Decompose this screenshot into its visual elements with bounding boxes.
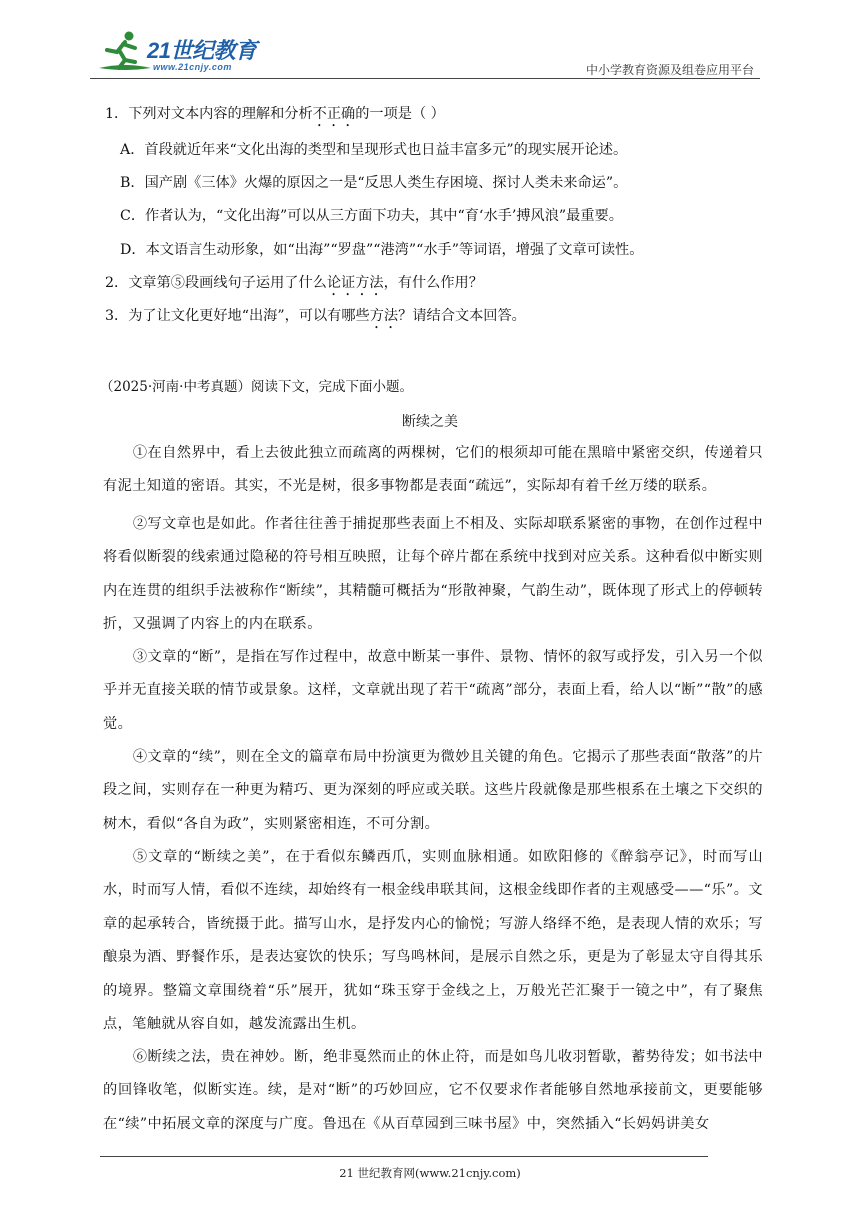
site-logo[interactable] [95, 28, 265, 78]
option-b: B．国产剧《三体》火爆的原因之一是“反思人类生存困境、探讨人类未来命运”。 [120, 175, 628, 191]
footer-divider [100, 1156, 708, 1157]
page-footer[interactable]: 21 世纪教育网(www.21cnjy.com) [339, 1166, 521, 1180]
paragraph-4: ④文章的“续”，则在全文的篇章布局中扮演更为微妙且关键的角色。它揭示了那些表面“散落”的片段之间，实则存在一种更为精巧、更为深刻的呼应或关联。这些片段就像是那些根系在土壤之下交织的树木，看似“各自为政”，实则紧密相连，不可分割。 [103, 749, 763, 832]
logo-text: 21世纪教育 [147, 38, 257, 63]
question-1-text: 1．下列对文本内容的理解和分析 [105, 106, 313, 122]
question-2-tail: ，有什么作用？ [383, 275, 483, 291]
option-d: D．本文语言生动形象，如“出海”“罗盘”“港湾”“水手”等词语，增强了文章可读性。 [120, 242, 644, 258]
question-2-emphasis: 论证方法 [326, 275, 384, 291]
question-1-tail: 的一项是（ ） [355, 106, 445, 122]
header-divider [90, 78, 760, 79]
paragraph-1: ①在自然界中，看上去彼此独立而疏离的两棵树，它们的根须却可能在黑暗中紧密交织，传递着只有泥土知道的密语。其实，不光是树，很多事物都是表面“疏远”，实际却有着千丝万缕的联系。 [103, 445, 763, 495]
option-a: A．首段就近年来“文化出海的类型和呈现形式也日益丰富多元”的现实展开论述。 [120, 142, 628, 158]
question-2 [105, 273, 483, 299]
question-1 [105, 104, 445, 130]
question-2-text: 2．文章第⑤段画线句子运用了什么 [105, 275, 327, 291]
question-3 [105, 306, 526, 332]
paragraph-6: ⑥断续之法，贵在神妙。断，绝非戛然而止的休止符，而是如鸟儿收羽暂歇，蓄势待发；如书法中的回锋收笔，似断实连。续，是对“断”的巧妙回应，它不仅要求作者能够自然地承接前文，更要能够在“续”中拓展文章的深度与广度。鲁迅在《从百草园到三味书屋》中，突然插入“长妈妈讲美女 [103, 1049, 763, 1132]
article-title: 断续之美 [402, 414, 458, 430]
platform-name: 中小学教育资源及组卷应用平台 [585, 63, 754, 77]
runner-logo-icon [95, 28, 155, 74]
source-line: （2025·河南·中考真题）阅读下文，完成下面小题。 [100, 379, 413, 395]
page-header [90, 22, 760, 80]
paragraph-3: ③文章的“断”，是指在写作过程中，故意中断某一事件、景物、情怀的叙写或抒发，引入另一个似乎并无直接关联的情节或景象。这样，文章就出现了若干“疏离”部分，表面上看，给人以“断”“散”的感觉。 [103, 649, 763, 732]
question-3-text: 3．为了让文化更好地“出海”，可以有哪些 [105, 308, 370, 324]
paragraph-2: ②写文章也是如此。作者往往善于捕捉那些表面上不相及、实际却联系紧密的事物，在创作过程中将看似断裂的线索通过隐秘的符号相互映照，让每个碎片都在系统中找到对应关系。这种看似中断实则内在连贯的组织手法被称作“断续”，其精髓可概括为“形散神聚，气韵生动”，既体现了形式上的停顿转折，又强调了内容上的内在联系。 [103, 516, 763, 633]
question-3-emphasis: 方法 [369, 308, 399, 324]
paragraph-5: ⑤文章的“断续之美”，在于看似东鳞西爪，实则血脉相通。如欧阳修的《醉翁亭记》，时而写山水，时而写人情，看似不连续，却始终有一根金线串联其间，这根金线即作者的主观感受——“乐”。文章的起承转合，皆统摄于此。描写山水，是抒发内心的愉悦；写游人络绎不绝，是表现人情的欢乐；写酿泉为酒、野餐作乐，是表达宴饮的快乐；写鸟鸣林间，是展示自然之乐，更是为了彰显太守自得其乐的境界。整篇文章围绕着“乐”展开，犹如“珠玉穿于金线之上，万般光芒汇聚于一镜之中”，有了聚焦点，笔触就从容自如，越发流露出生机。 [103, 849, 763, 1033]
question-3-tail: ？请结合文本回答。 [398, 308, 526, 324]
question-1-emphasis: 不正确 [312, 106, 356, 122]
option-c: C．作者认为，“文化出海”可以从三方面下功夫，其中“育‘水手’搏风浪”最重要。 [120, 208, 623, 224]
logo-url: www.21cnjy.com [153, 62, 232, 72]
